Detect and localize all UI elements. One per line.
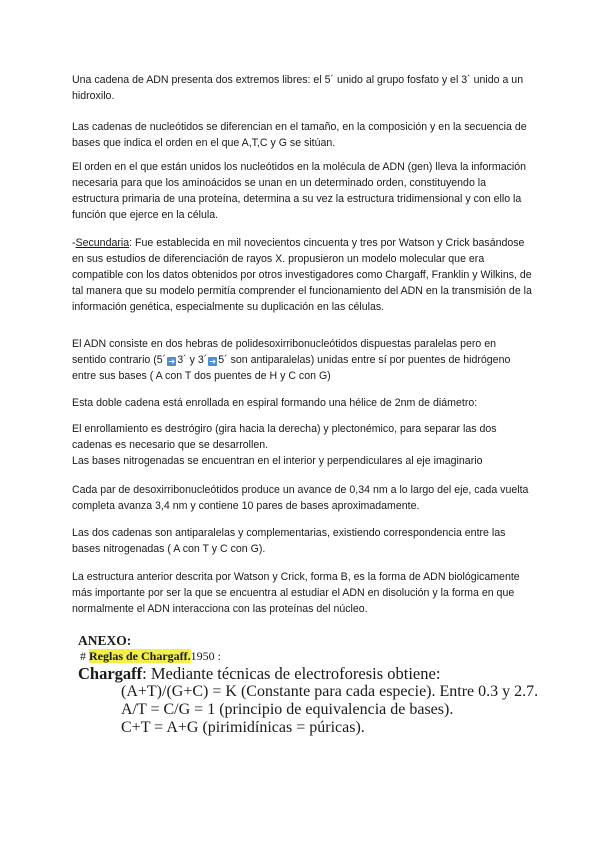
text-segment: 3´ y 3´	[177, 354, 208, 366]
equation-purines: C+T = A+G (pirimidínicas = púricas).	[121, 719, 365, 736]
paragraph-complementary: Las dos cadenas son antiparalelas y complementarias, existiendo correspondencia entre las bases nitrogenadas ( A con T y C con G).	[72, 527, 506, 555]
equation-equivalence: A/T = C/G = 1 (principio de equivalencia de bases).	[121, 701, 454, 718]
paragraph-coiling	[72, 421, 532, 469]
paragraph-helix: Esta doble cadena está enrollada en espiral formando una hélice de 2nm de diámetro:	[72, 397, 478, 409]
right-arrow-icon: ➜	[209, 357, 217, 366]
secondary-heading: Secundaria	[75, 237, 130, 249]
text-segment: El enrollamiento es destrógiro (gira hacia la derecha) y plectonémico, para separar las dos cadenas es necesario que se desarrollen.	[72, 423, 497, 451]
right-arrow-icon: ➜	[168, 357, 176, 366]
paragraph-antiparallel-strands	[72, 336, 532, 384]
annex-main-line	[78, 664, 440, 684]
text-segment: #	[80, 649, 89, 663]
equation-ratio: (A+T)/(G+C) = K (Constante para cada especie). Entre 0.3 y 2.7.	[121, 683, 539, 700]
paragraph-secondary-structure	[72, 235, 532, 315]
text-segment: : Mediante técnicas de electroforesis obtiene:	[142, 664, 441, 683]
chargaff-rules-highlight: Reglas de Chargaff.	[89, 649, 191, 663]
text-segment: 5´ son antiparalelas) unidas entre sí por puentes de hidrógeno entre sus bases ( A con T dos puentes de H y C con G)	[72, 354, 511, 382]
annex-title: ANEXO:	[78, 633, 132, 648]
chargaff-name: Chargaff	[78, 664, 143, 683]
paragraph-form-b: La estructura anterior descrita por Watson y Crick, forma B, es la forma de ADN biológicamente más importante por ser la que se encuentra al estudiar el ADN en disolución y la forma en que normalmente el ADN interacciona con las proteínas del núcleo.	[72, 571, 520, 615]
text-segment: El ADN consiste en dos hebras de polidesoxirribonucleótidos dispuestas paralelas pero en sentido contrario (5´	[72, 338, 497, 366]
annex-subtitle	[80, 649, 221, 664]
paragraph-base-pairs: Cada par de desoxirribonucleótidos produce un avance de 0,34 nm a lo largo del eje, cada vuelta completa avanza 3,4 nm y contiene 10 pares de bases aproximadamente.	[72, 484, 529, 512]
text-segment: Las bases nitrogenadas se encuentran en el interior y perpendiculares al eje imaginario	[72, 455, 483, 467]
paragraph-nucleotide-chains: Las cadenas de nucleótidos se diferencian en el tamaño, en la composición y en la secuencia de bases que indica el orden en el que A,T,C y G se sitúan.	[72, 121, 527, 149]
paragraph-prefix: -	[72, 237, 76, 249]
text-segment: 1950 :	[190, 649, 221, 663]
secondary-body: : Fue establecida en mil novecientos cincuenta y tres por Watson y Crick basándose en sus estudios de diferenciación de rayos X. propusieron un modelo molecular que era compatible con los datos obtenidos por otros investigadores como Chargaff, Franklin y Wilkins, de tal manera que su modelo permitía comprender el funcionamiento del ADN en la transmisión de la información genética, especialmente su duplicación en las células.	[72, 237, 532, 313]
paragraph-dna-ends: Una cadena de ADN presenta dos extremos libres: el 5´ unido al grupo fosfato y el 3´ unido a un hidroxilo.	[72, 74, 524, 102]
paragraph-gene-order: El orden en el que están unidos los nucleótidos en la molécula de ADN (gen) lleva la información necesaria para que los aminoácidos se unan en un determinado orden, constituyendo la estructura primaria de una proteína, determina a su vez la estructura tridimensional y con ello la función que ejerce en la célula.	[72, 161, 527, 221]
